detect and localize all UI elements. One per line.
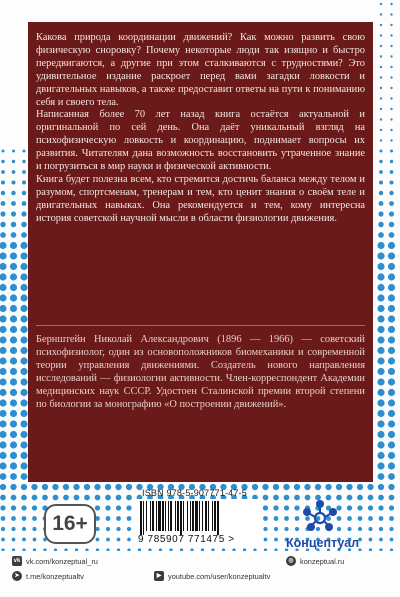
- barcode-block: [134, 499, 260, 547]
- vk-link[interactable]: [12, 556, 98, 566]
- description-panel: [28, 22, 373, 482]
- youtube-icon: ▶: [154, 571, 164, 581]
- youtube-link[interactable]: [154, 571, 270, 581]
- barcode-number: 9 785907 771475 >: [138, 534, 235, 545]
- telegram-link[interactable]: [12, 571, 84, 581]
- publisher-logo-icon: [298, 498, 342, 538]
- site-label: konzeptual.ru: [300, 556, 345, 566]
- isbn: ISBN 978-5-907771-47-5: [142, 488, 247, 498]
- globe-icon: ◎: [286, 556, 296, 566]
- youtube-label: youtube.com/user/konzeptualtv: [168, 571, 271, 581]
- description-paragraph: Книга будет полезна всем, кто стремится достичь баланса между телом и разумом, спортсменам, тренерам и тем, кто ценит знания о своём теле и двигательных навыках. Она рекомендуется и тем, кому интересна история советской научной мысли в области физиологии движения.: [36, 173, 365, 224]
- vk-label: vk.com/konzeptual_ru: [26, 556, 98, 566]
- footer-contacts: [0, 551, 400, 597]
- telegram-label: t.me/konzeptualtv: [26, 571, 84, 581]
- description-text: [36, 32, 365, 226]
- vk-icon: vk: [13, 558, 21, 564]
- author-bio: Бернштейн Николай Александрович (1896 — 1966) — советский психофизиолог, один из основоположников биомеханики и современной теории управления движениями. Создатель нового направления исследований — физиологии активности. Член-корреспондент Академии медицинских наук СССР. Удостоен Сталинской премии второй степени по биологии за монографию «О построении движений».: [36, 334, 365, 410]
- publisher-name: Концептуал: [286, 536, 360, 550]
- age-rating-badge: 16+: [44, 504, 96, 544]
- site-link[interactable]: [286, 556, 344, 566]
- description-paragraph: Написанная более 70 лет назад книга остаётся актуальной и оригинальной по сей день. Она даёт уникальный взгляд на психофизическую ловкость и координацию, поднимает вопросы их развития. Читателям дана возможность восстановить утраченное знание и погрузиться в мир науки и физической активности.: [36, 109, 365, 173]
- description-paragraph: Какова природа координации движений? Как можно развить свою физическую сноровку? Почему некоторые люди так изящно и быстро передвигаются, а другие при этом сталкиваются с трудностями? Это удивительное издание раскроет перед вами загадки ловкости и двигательных навыков, а также предоставит ответы на пути к пониманию себя и своего тела.: [36, 32, 365, 108]
- panel-divider: [36, 325, 365, 326]
- barcode-icon: [138, 501, 256, 535]
- telegram-icon: ➤: [12, 571, 22, 581]
